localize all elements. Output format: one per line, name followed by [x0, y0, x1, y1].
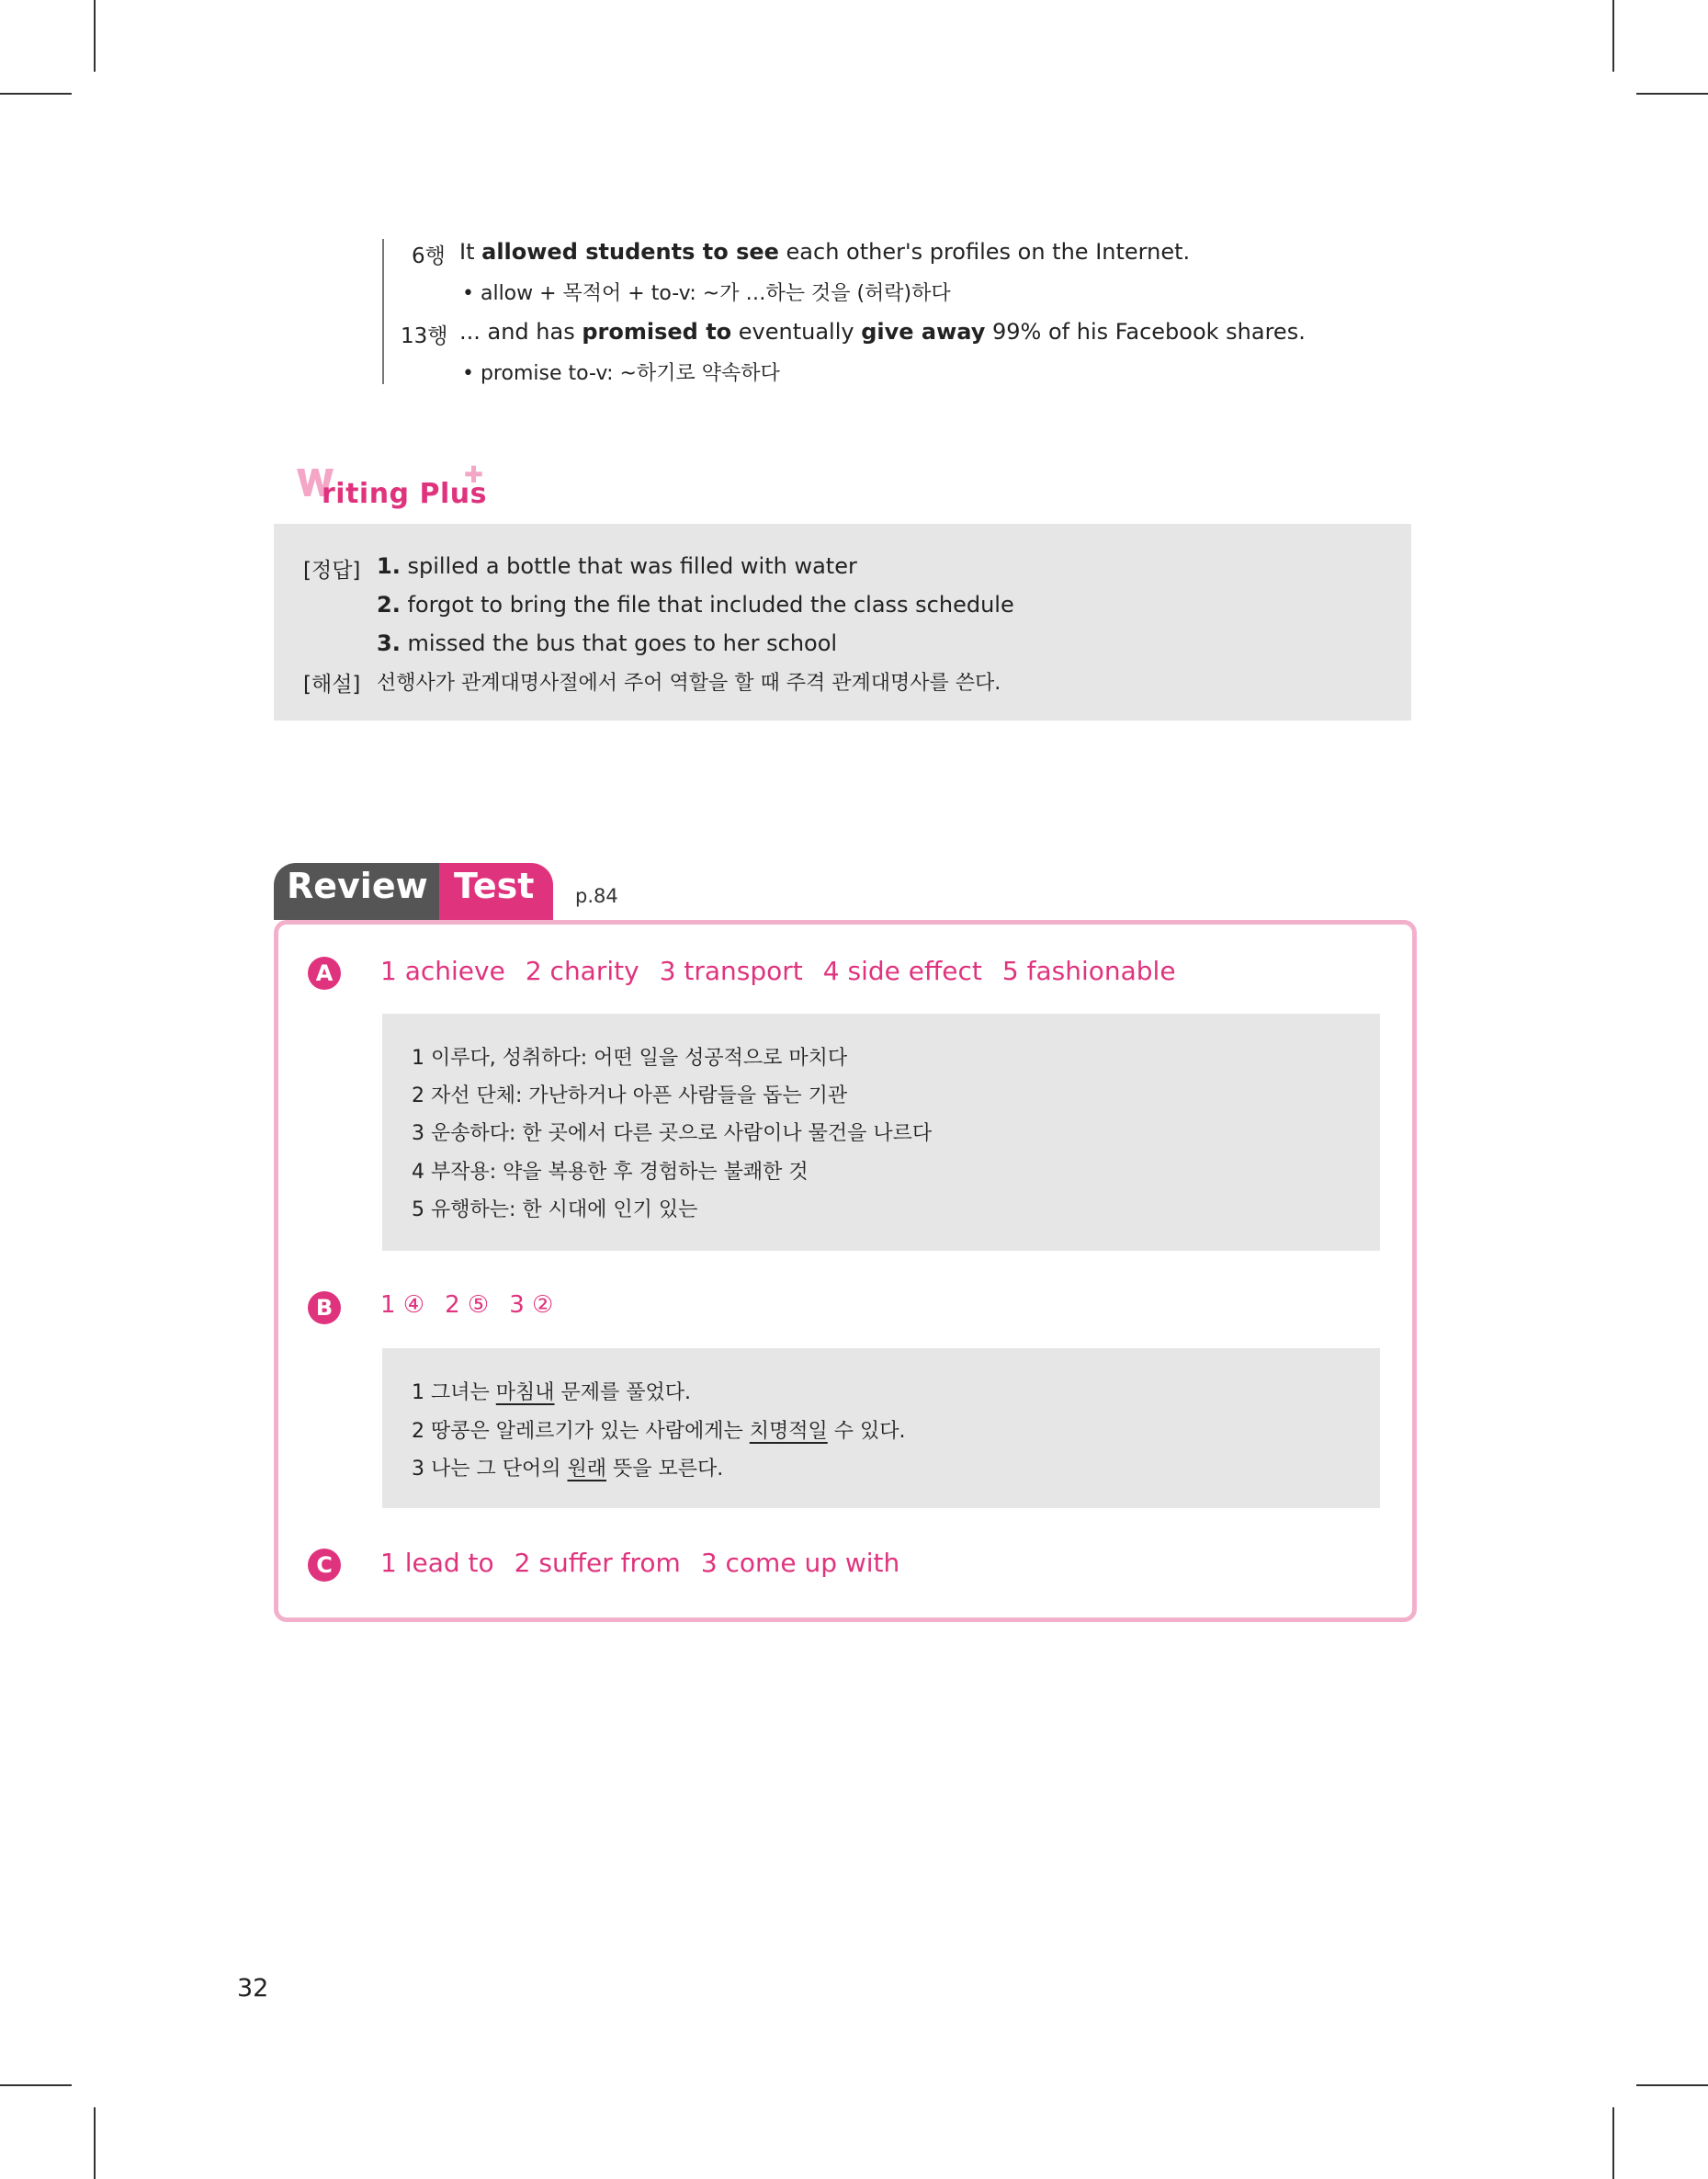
note-sentence — [459, 319, 1306, 345]
explain-tag: [해설] — [303, 673, 361, 697]
answer-item: 2 charity — [525, 956, 639, 986]
crop-mark — [0, 93, 72, 95]
crop-mark — [1612, 2107, 1614, 2179]
sentence-text: 문제를 풀었다. — [554, 1381, 692, 1404]
review-label: Review — [287, 866, 428, 906]
note-bold: give away — [861, 319, 986, 345]
answer-item: 5 fashionable — [1001, 956, 1176, 986]
note-text: each other's profiles on the Internet. — [778, 239, 1191, 265]
notes-divider — [382, 239, 384, 384]
answer-item: 1 ④ — [380, 1291, 425, 1319]
page-number: 32 — [237, 1974, 269, 2003]
test-label: Test — [454, 866, 535, 906]
note-sentence — [459, 239, 1190, 265]
answer-num: 2. — [377, 592, 401, 618]
underlined-word: 치명적일 — [749, 1420, 828, 1443]
writing-plus-title: riting Plus — [322, 478, 487, 510]
answer-item: 3 ② — [509, 1291, 554, 1319]
sentence-text: 수 있다. — [827, 1420, 906, 1443]
definition-item: 5 유행하는: 한 시대에 인기 있는 — [412, 1198, 698, 1221]
answer-item — [377, 553, 857, 579]
answer-item: 2 suffer from — [514, 1548, 681, 1578]
section-b-answers — [380, 1291, 573, 1319]
sentence-text: 2 땅콩은 알레르기가 있는 사람에게는 — [412, 1420, 750, 1443]
note-bold: allowed students to see — [481, 239, 779, 265]
section-c-badge: C — [308, 1549, 341, 1582]
note-text: ... and has — [459, 319, 583, 345]
explain-text: 선행사가 관계대명사절에서 주어 역할을 할 때 주격 관계대명사를 쓴다. — [377, 672, 1001, 695]
definition-item: 2 자선 단체: 가난하거나 아픈 사람들을 돕는 기관 — [412, 1084, 848, 1107]
answer-item: 3 come up with — [700, 1548, 900, 1578]
answer-num: 1. — [377, 553, 401, 579]
sentence-item — [412, 1415, 906, 1444]
crop-mark — [94, 0, 96, 72]
answer-item — [377, 592, 1014, 618]
sentence-item — [412, 1377, 691, 1405]
answer-tag: [정답] — [303, 559, 361, 583]
answer-item: 4 side effect — [822, 956, 982, 986]
answer-num: 3. — [377, 630, 401, 656]
answer-item: 1 achieve — [380, 956, 505, 986]
crop-mark — [1636, 2084, 1708, 2086]
sentence-text: 3 나는 그 단어의 — [412, 1458, 568, 1481]
note-line-number: 13행 — [401, 324, 448, 348]
sentence-text: 뜻을 모른다. — [606, 1458, 724, 1481]
crop-mark — [0, 2084, 72, 2086]
underlined-word: 원래 — [567, 1458, 606, 1481]
answer-text: missed the bus that goes to her school — [407, 630, 838, 656]
answer-text: spilled a bottle that was filled with water — [407, 553, 857, 579]
section-a-badge: A — [308, 957, 341, 990]
section-a-answers — [380, 956, 1196, 986]
section-b-badge: B — [308, 1291, 341, 1324]
crop-mark — [1636, 93, 1708, 95]
answer-item: 2 ⑤ — [445, 1291, 490, 1319]
definition-item: 4 부작용: 약을 복용한 후 경험하는 불쾌한 것 — [412, 1161, 809, 1184]
crop-mark — [94, 2107, 96, 2179]
sentence-item — [412, 1453, 723, 1481]
crop-mark — [1612, 0, 1614, 72]
note-text: It — [459, 239, 482, 265]
answer-text: forgot to bring the file that included the class schedule — [407, 592, 1014, 618]
answer-item — [377, 630, 837, 656]
underlined-word: 마침내 — [495, 1381, 555, 1404]
definition-item: 1 이루다, 성취하다: 어떤 일을 성공적으로 마치다 — [412, 1047, 848, 1070]
note-bold: promised to — [582, 319, 732, 345]
page-reference: p.84 — [575, 885, 618, 907]
note-explanation: • allow + 목적어 + to-v: ~가 …하는 것을 (허락)하다 — [462, 282, 951, 305]
note-explanation: • promise to-v: ~하기로 약속하다 — [462, 362, 780, 385]
note-text: 99% of his Facebook shares. — [985, 319, 1306, 345]
note-text: eventually — [731, 319, 862, 345]
definition-item: 3 운송하다: 한 곳에서 다른 곳으로 사람이나 물건을 나르다 — [412, 1122, 933, 1145]
answer-item: 1 lead to — [380, 1548, 494, 1578]
sentence-text: 1 그녀는 — [412, 1381, 496, 1404]
section-c-answers — [380, 1548, 920, 1578]
answer-item: 3 transport — [659, 956, 803, 986]
note-line-number: 6행 — [412, 244, 446, 268]
